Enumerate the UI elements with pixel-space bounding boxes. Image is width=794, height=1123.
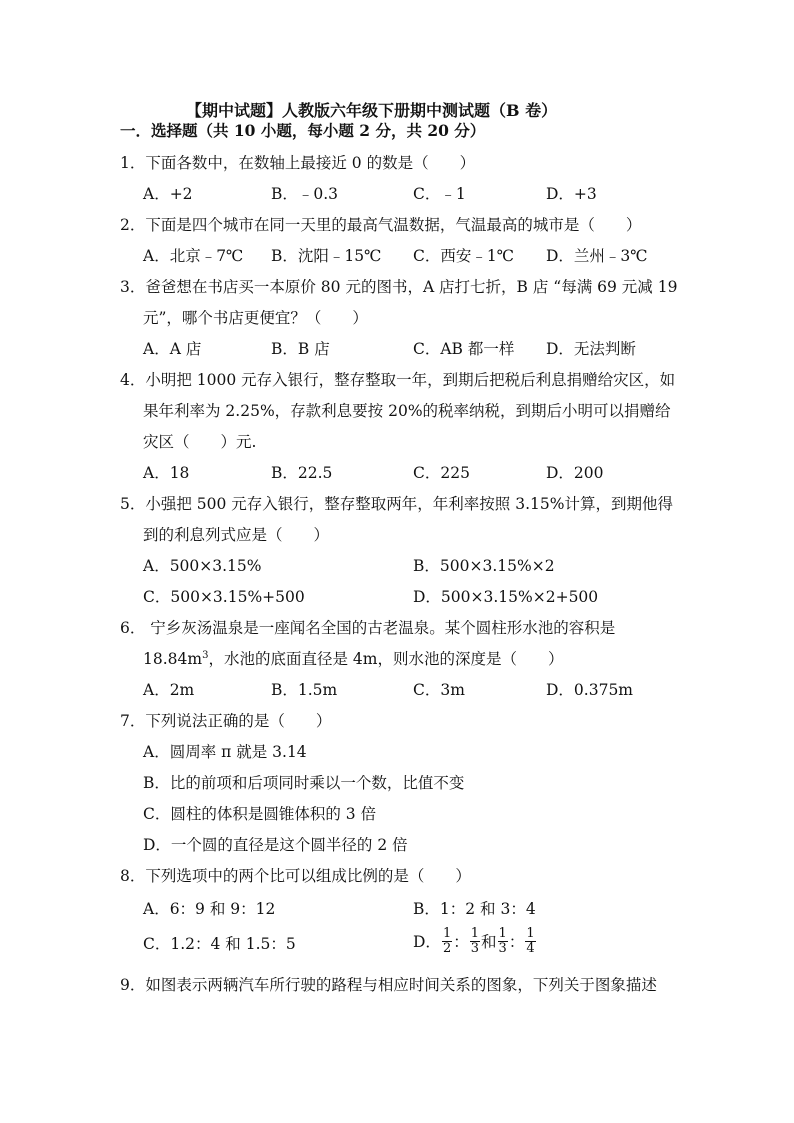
q4-option-c: C．225 <box>413 464 470 482</box>
q8-option-a: A．6：9 和 9：12 <box>143 900 276 918</box>
q2-option-a: A．北京﹣7℃ <box>143 247 244 265</box>
q6-option-c: C．3m <box>413 681 465 699</box>
question-6-line1: 6． 宁乡灰汤温泉是一座闻名全国的古老温泉。某个圆柱形水池的容积是 <box>120 619 616 637</box>
fraction-one-third <box>498 927 508 956</box>
question-4-line3: 灾区（ ）元. <box>143 433 257 451</box>
q1-option-c: C．﹣1 <box>413 185 466 203</box>
fraction-numerator: 1 <box>498 926 507 941</box>
q8-option-b: B．1：2 和 3：4 <box>413 900 536 918</box>
fraction-one-quarter <box>525 927 535 956</box>
q2-option-c: C．西安﹣1℃ <box>413 247 515 265</box>
q8-option-d <box>413 927 537 956</box>
q4-option-a: A．18 <box>143 464 190 482</box>
q6-option-b: B．1.5m <box>271 681 338 699</box>
fraction-denominator: 3 <box>498 941 507 956</box>
q4-option-d: D．200 <box>546 464 604 482</box>
ratio-colon: ： <box>508 932 525 951</box>
question-2-stem: 2．下面是四个城市在同一天里的最高气温数据，气温最高的城市是（ ） <box>120 216 642 234</box>
q1-option-a: A．+2 <box>143 185 193 203</box>
question-5-line1: 5．小强把 500 元存入银行，整存整取两年，年利率按照 3.15%计算，到期他得 <box>120 495 673 513</box>
q8-option-c: C．1.2：4 和 1.5：5 <box>143 935 296 953</box>
fraction-one-third <box>470 927 480 956</box>
q3-option-a: A．A 店 <box>143 340 202 358</box>
question-4-line2: 果年利率为 2.25%，存款利息要按 20%的税率纳税，到期后小明可以捐赠给 <box>143 402 671 420</box>
q6-option-a: A．2m <box>143 681 195 699</box>
fraction-numerator: 1 <box>470 926 480 941</box>
fraction-numerator: 1 <box>442 926 452 941</box>
fraction-denominator: 3 <box>470 941 480 956</box>
question-1-stem: 1．下面各数中，在数轴上最接近 0 的数是（ ） <box>120 154 476 172</box>
section-heading: 一．选择题（共 10 小题，每小题 2 分，共 20 分） <box>120 121 486 140</box>
fraction-denominator: 2 <box>442 941 452 956</box>
fraction-denominator: 4 <box>526 941 535 956</box>
question-6-line2 <box>143 649 563 669</box>
q7-option-a: A．圆周率 π 就是 3.14 <box>143 743 307 761</box>
q7-option-d: D．一个圆的直径是这个圆半径的 2 倍 <box>143 836 408 854</box>
fraction-numerator: 1 <box>526 926 535 941</box>
cube-superscript: 3 <box>202 649 209 661</box>
question-4-line1: 4．小明把 1000 元存入银行，整存整取一年，到期后把税后利息捐赠给灾区，如 <box>120 371 676 389</box>
q3-option-b: B．B 店 <box>271 340 330 358</box>
q7-option-c: C．圆柱的体积是圆锥体积的 3 倍 <box>143 805 377 823</box>
q6-option-d: D．0.375m <box>546 681 633 699</box>
question-6-line2-rest: ，水池的底面直径是 4m，则水池的深度是（ ） <box>208 650 564 668</box>
q5-option-d: D．500×3.15%×2+500 <box>413 588 599 606</box>
ratio-colon: ： <box>453 932 469 951</box>
q7-option-b: B．比的前项和后项同时乘以一个数，比值不变 <box>143 774 465 792</box>
q1-option-b: B．﹣0.3 <box>271 185 339 203</box>
q2-option-d: D．兰州﹣3℃ <box>546 247 648 265</box>
q3-option-c: C．AB 都一样 <box>413 340 515 358</box>
q1-option-d: D．+3 <box>546 185 597 203</box>
question-8-stem: 8．下列选项中的两个比可以组成比例的是（ ） <box>120 867 471 885</box>
question-3-line1: 3．爸爸想在书店买一本原价 80 元的图书，A 店打七折，B 店 “每满 69 元减 19 <box>120 278 678 296</box>
volume-value: 18.84m <box>143 650 203 668</box>
q2-option-b: B．沈阳﹣15℃ <box>271 247 382 265</box>
question-3-line2: 元”，哪个书店更便宜？（ ） <box>143 309 368 327</box>
question-7-stem: 7．下列说法正确的是（ ） <box>120 712 332 730</box>
question-9-line1: 9．如图表示两辆汽车所行驶的路程与相应时间关系的图象，下列关于图象描述 <box>120 976 657 994</box>
q4-option-b: B．22.5 <box>271 464 333 482</box>
q8-option-d-prefix: D． <box>413 932 441 951</box>
q5-option-a: A．500×3.15% <box>143 557 262 575</box>
q5-option-b: B．500×3.15%×2 <box>413 557 555 575</box>
page-title: 【期中试题】人教版六年级下册期中测试题（B 卷） <box>186 101 558 120</box>
question-5-line2: 到的利息列式应是（ ） <box>143 526 330 544</box>
fraction-one-half <box>442 927 452 956</box>
q5-option-c: C．500×3.15%+500 <box>143 588 305 606</box>
q3-option-d: D．无法判断 <box>546 340 636 358</box>
and-word: 和 <box>481 932 497 951</box>
